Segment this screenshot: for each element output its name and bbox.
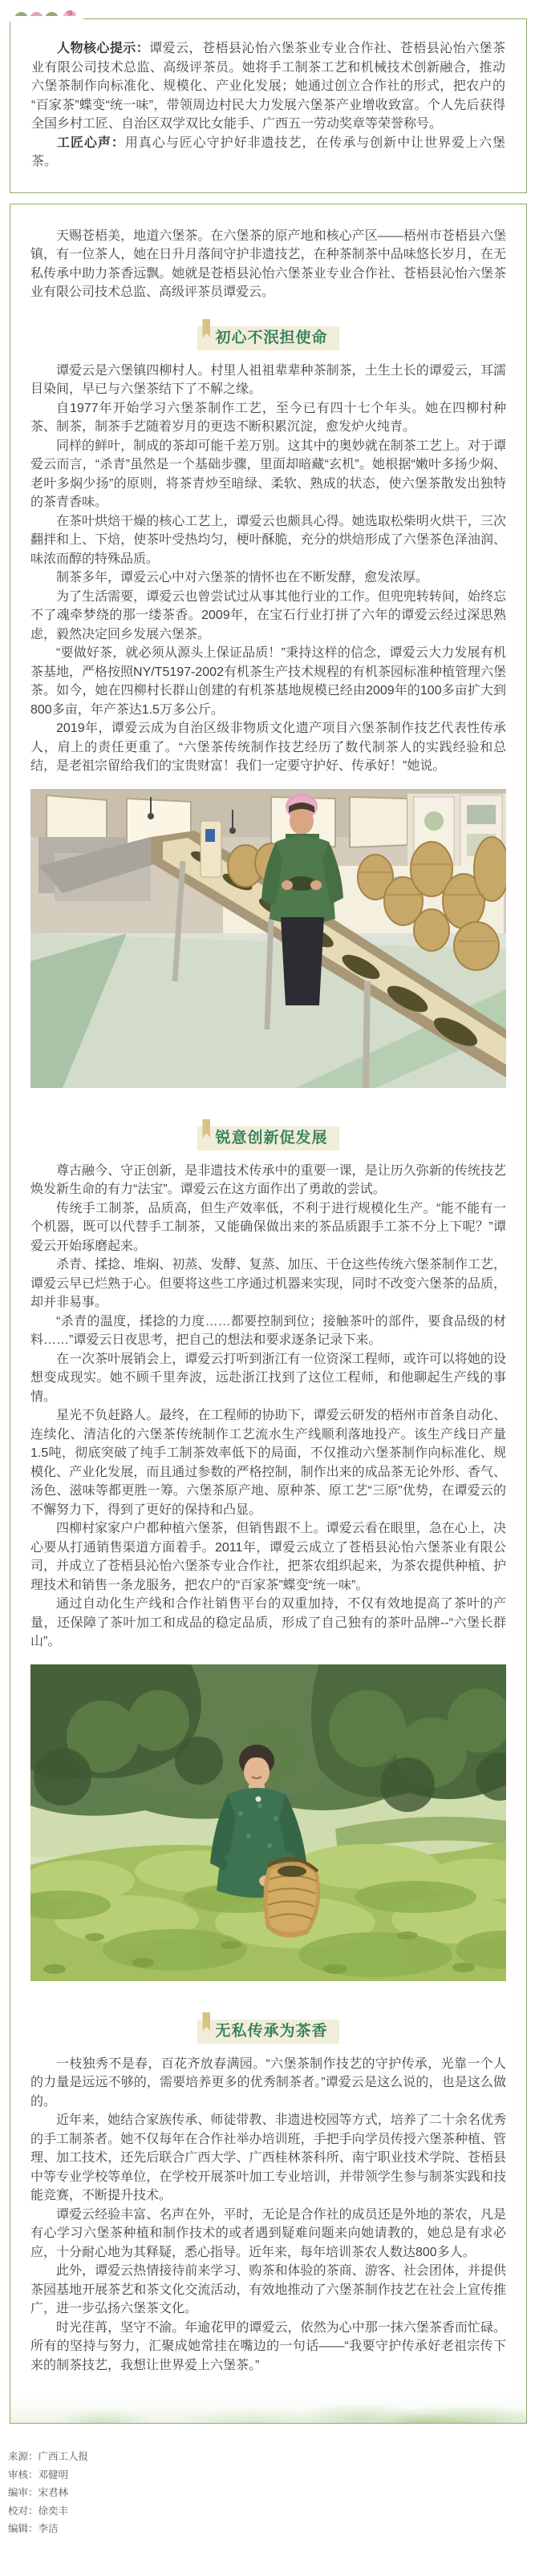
voice-label: 工匠心声： <box>57 135 125 150</box>
ribbon-icon <box>202 2012 210 2032</box>
paragraph: 自1977年开始学习六堡茶制作工艺，至今已有四十七个年头。她在四柳村种茶、制茶，制茶手艺随着岁月的更迭不断积累沉淀，愈发炉火纯青。 <box>30 401 506 434</box>
paragraph: “杀青的温度，揉捻的力度……都要控制到位；接触茶叶的部件，要食品级的材料……”谭爱云日夜思考，把自己的想法和要求逐条记录下来。 <box>30 1314 506 1347</box>
section-3-title-badge <box>197 2020 338 2044</box>
paragraph: 通过自动化生产线和合作社销售平台的双重加持，不仅有效地提高了茶叶的产量，还保障了茶叶加工和成品的稳定品质，形成了自己独有的茶叶品牌--“六堡长群山”。 <box>30 1597 506 1648</box>
paragraph: 2019年，谭爱云成为自治区级非物质文化遗产项目六堡茶制作技艺代表性传承人，肩上的责任更重了。“六堡茶传统制作技艺经历了数代制茶人的实践经验和总结，是老祖宗留给我们的宝贵财富！我们一定要守护好、传承好！”她说。 <box>30 722 506 773</box>
profile-text: 谭爱云，苍梧县沁怡六堡茶业专业合作社、苍梧县沁怡六堡茶业有限公司技术总监、高级评茶员。她将手工制茶工艺和机械技术创新融合，推动六堡茶制作向标准化、规模化、产业化发展；她通过创立合作社的形式，把农户的“百家茶”蝶变“统一味”，带领周边村民大力发展六堡茶产业增收致富。个人先后获得全国乡村工匠、自治区双学双比女能手、广西五一劳动奖章等荣誉称号。 <box>31 42 505 131</box>
paragraph: 传统手工制茶，品质高，但生产效率低，不利于进行规模化生产。“能不能有一个机器，既可以代替手工制茶，又能确保做出来的茶品质跟手工茶不分上下呢？”谭爱云开始琢磨起来。 <box>30 1201 506 1253</box>
paragraph: 同样的鲜叶，制成的茶却可能千差万别。这其中的奥妙就在制茶工艺上。对于谭爱云而言，“杀青”虽然是一个基础步骤，里面却暗藏“玄机”。她根据“嫩叶多扬少焖、老叶多焖少扬”的原则，将茶青炒至暗绿、柔软、熟成的状态，使六堡茶散发出独特的茶青香味。 <box>30 439 506 509</box>
intro-paragraph: 天赐苍梧美，地道六堡茶。在六堡茶的原产地和核心产区——梧州市苍梧县六堡镇，有一位茶人，她在日升月落间守护非遗技艺，在种茶制茶中品味悠长岁月，在无私传承中助力茶香远飘。她就是苍梧县沁怡六堡茶业专业合作社、苍梧县沁怡六堡茶业有限公司技术总监、高级评茶员谭爱云。 <box>30 228 506 299</box>
ribbon-icon <box>202 319 210 338</box>
credit-editor-reviewer: 编审：宋君林 <box>8 2487 69 2498</box>
paragraph: 在茶叶烘焙干燥的核心工艺上，谭爱云也颇具心得。她选取松柴明火烘干，三次翻拌和上、下焙，使茶叶受热均匀，梗叶酥脆，充分的烘焙形成了六堡茶色泽油润、味浓而醇的特殊品质。 <box>30 514 506 566</box>
photo-tea-field <box>30 1664 506 1981</box>
ribbon-icon <box>202 1119 210 1138</box>
paragraph: 尊古融今、守正创新，是非遗技术传承中的重要一课，是让历久弥新的传统技艺焕发新生命的有力“法宝”。谭爱云在这方面作出了勇敢的尝试。 <box>30 1163 506 1196</box>
paragraph: 谭爱云经验丰富、名声在外，平时，无论是合作社的成员还是外地的茶农，凡是有心学习六堡茶种植和制作技术的或者遇到疑难问题来向她请教的，她总是有求必应，十分耐心地为其释疑，悉心指导。近年来，每年培训茶农人数达800多人。 <box>30 2207 506 2259</box>
credit-proofreader: 校对：徐奕丰 <box>8 2505 69 2517</box>
section-1-title: 初心不泯担使命 <box>215 329 328 346</box>
watercolor-footer-decoration <box>10 2396 526 2423</box>
credit-source: 来源：广西工人报 <box>8 2451 89 2462</box>
paragraph: 为了生活需要，谭爱云也曾尝试过从事其他行业的工作。但兜兜转转间，始终忘不了魂牵梦绕的那一缕茶香。2009年，在宝石行业打拼了六年的谭爱云经过深思熟虑，毅然决定回乡发展六堡茶。 <box>30 589 506 641</box>
article-body-box <box>10 204 527 2424</box>
section-2-title-badge <box>197 1126 338 1151</box>
paragraph: 杀青、揉捻、堆焖、初蒸、发酵、复蒸、加压、干仓这些传统六堡茶制作工艺，谭爱云早已烂熟于心。但要将这些工序通过机器来实现，同时不改变六堡茶的品质，却并非易事。 <box>30 1258 506 1309</box>
paragraph: 制茶多年，谭爱云心中对六堡茶的情怀也在不断发酵，愈发浓厚。 <box>56 571 429 584</box>
section-title-wrap <box>30 326 506 350</box>
profile-highlight-box <box>10 18 527 193</box>
section-title-wrap <box>30 2020 506 2044</box>
craftsman-voice-paragraph <box>31 134 505 172</box>
paragraph: 星光不负赶路人。最终，在工程师的协助下，谭爱云研发的梧州市首条自动化、连续化、清洁化的六堡茶传统制作工艺流水生产线顺利落地投产。该生产线日产量1.5吨，彻底突破了纯手工制茶效率低下的局面，不仅推动六堡茶制作向标准化、规模化、产业化发展，而且通过参数的严格控制，制作出来的成品茶无论外形、香气、汤色、滋味等都更胜一筹。六堡茶原产地、原种茶、原工艺“三原”优势，在谭爱云的不懈努力下，得到了更好的保持和凸显。 <box>30 1409 506 1517</box>
credit-reviewer: 审核：邓健明 <box>8 2469 69 2481</box>
paragraph: 在一次茶叶展销会上，谭爱云打听到浙江有一位资深工程师，或许可以将她的设想变成现实。她不顾千里奔波，远赴浙江找到了这位工程师，和他聊起生产线的事情。 <box>30 1352 506 1404</box>
section-2-title: 锐意创新促发展 <box>215 1129 328 1146</box>
paragraph: 近年来，她结合家族传承、师徒带教、非遗进校园等方式，培养了二十余名优秀的手工制茶者。她不仅每年在合作社举办培训班，手把手向学员传授六堡茶种植、管理、加工技术，还先后联合广西大学、广西桂林茶科所、南宁职业技术学院、苍梧县中等专业学校等单位，在学校开展茶叶加工专业培训，并带领学生参与制茶实践和技能竞赛，不断提升技术。 <box>30 2113 506 2202</box>
paragraph: 谭爱云是六堡镇四柳村人。村里人祖祖辈辈种茶制茶，土生土长的谭爱云，耳濡目染间，早已与六堡茶结下了不解之缘。 <box>30 363 506 396</box>
section-3-title: 无私传承为茶香 <box>215 2022 328 2040</box>
voice-text: 用真心与匠心守护好非遗技艺，在传承与创新中让世界爱上六堡茶。 <box>31 135 505 168</box>
section-title-wrap <box>30 1126 506 1151</box>
profile-paragraph <box>31 39 505 134</box>
profile-label: 人物核心提示： <box>57 42 150 55</box>
paragraph: 时光荏苒，坚守不渝。年逾花甲的谭爱云，依然为心中那一抹六堡茶香而忙碌。所有的坚持与努力，汇聚成她常挂在嘴边的一句话——“我要守护传承好老祖宗传下来的制茶技艺，我想让世界爱上六堡茶。” <box>30 2320 506 2372</box>
paragraph: 一枝独秀不是春，百花齐放春满园。“六堡茶制作技艺的守护传承，光靠一个人的力量是远远不够的，需要培养更多的优秀制茶者。”谭爱云是这么说的，也是这么做的。 <box>30 2056 506 2109</box>
section-1-title-badge <box>197 326 338 350</box>
credits-block <box>8 2448 535 2550</box>
paragraph: 四柳村家家户户都种植六堡茶，但销售跟不上。谭爱云看在眼里，急在心上，决心要从打通销售渠道方面着手。2011年，谭爱云成立了苍梧县沁怡六堡茶业有限公司，并成立了苍梧县沁怡六堡茶专业合作社，把茶农组织起来，为茶农提供种植、护理技术和销售一条龙服务，把农户的“百家茶”蝶变“统一味”。 <box>30 1522 506 1592</box>
photo-tea-factory <box>30 789 506 1088</box>
paragraph: “要做好茶，就必须从源头上保证品质！”秉持这样的信念，谭爱云大力发展有机茶基地，严格按照NY/T5197-2002有机茶生产技术规程的有机茶园标准种植管理六堡茶。如今，她在四柳村长群山创建的有机茶基地规模已经由2009年的100多亩扩大到800多亩，年产茶达1.5万多公斤。 <box>30 646 506 717</box>
border-mask <box>10 16 83 22</box>
credit-editor: 编辑：李洁 <box>8 2523 59 2534</box>
paragraph: 此外，谭爱云热情接待前来学习、购茶和体验的茶商、游客、社会团体，并提供茶园基地开展茶艺和茶文化交流活动，有效地推动了六堡茶制作技艺在社会上宣传推广，进一步弘扬六堡茶文化。 <box>30 2264 506 2315</box>
